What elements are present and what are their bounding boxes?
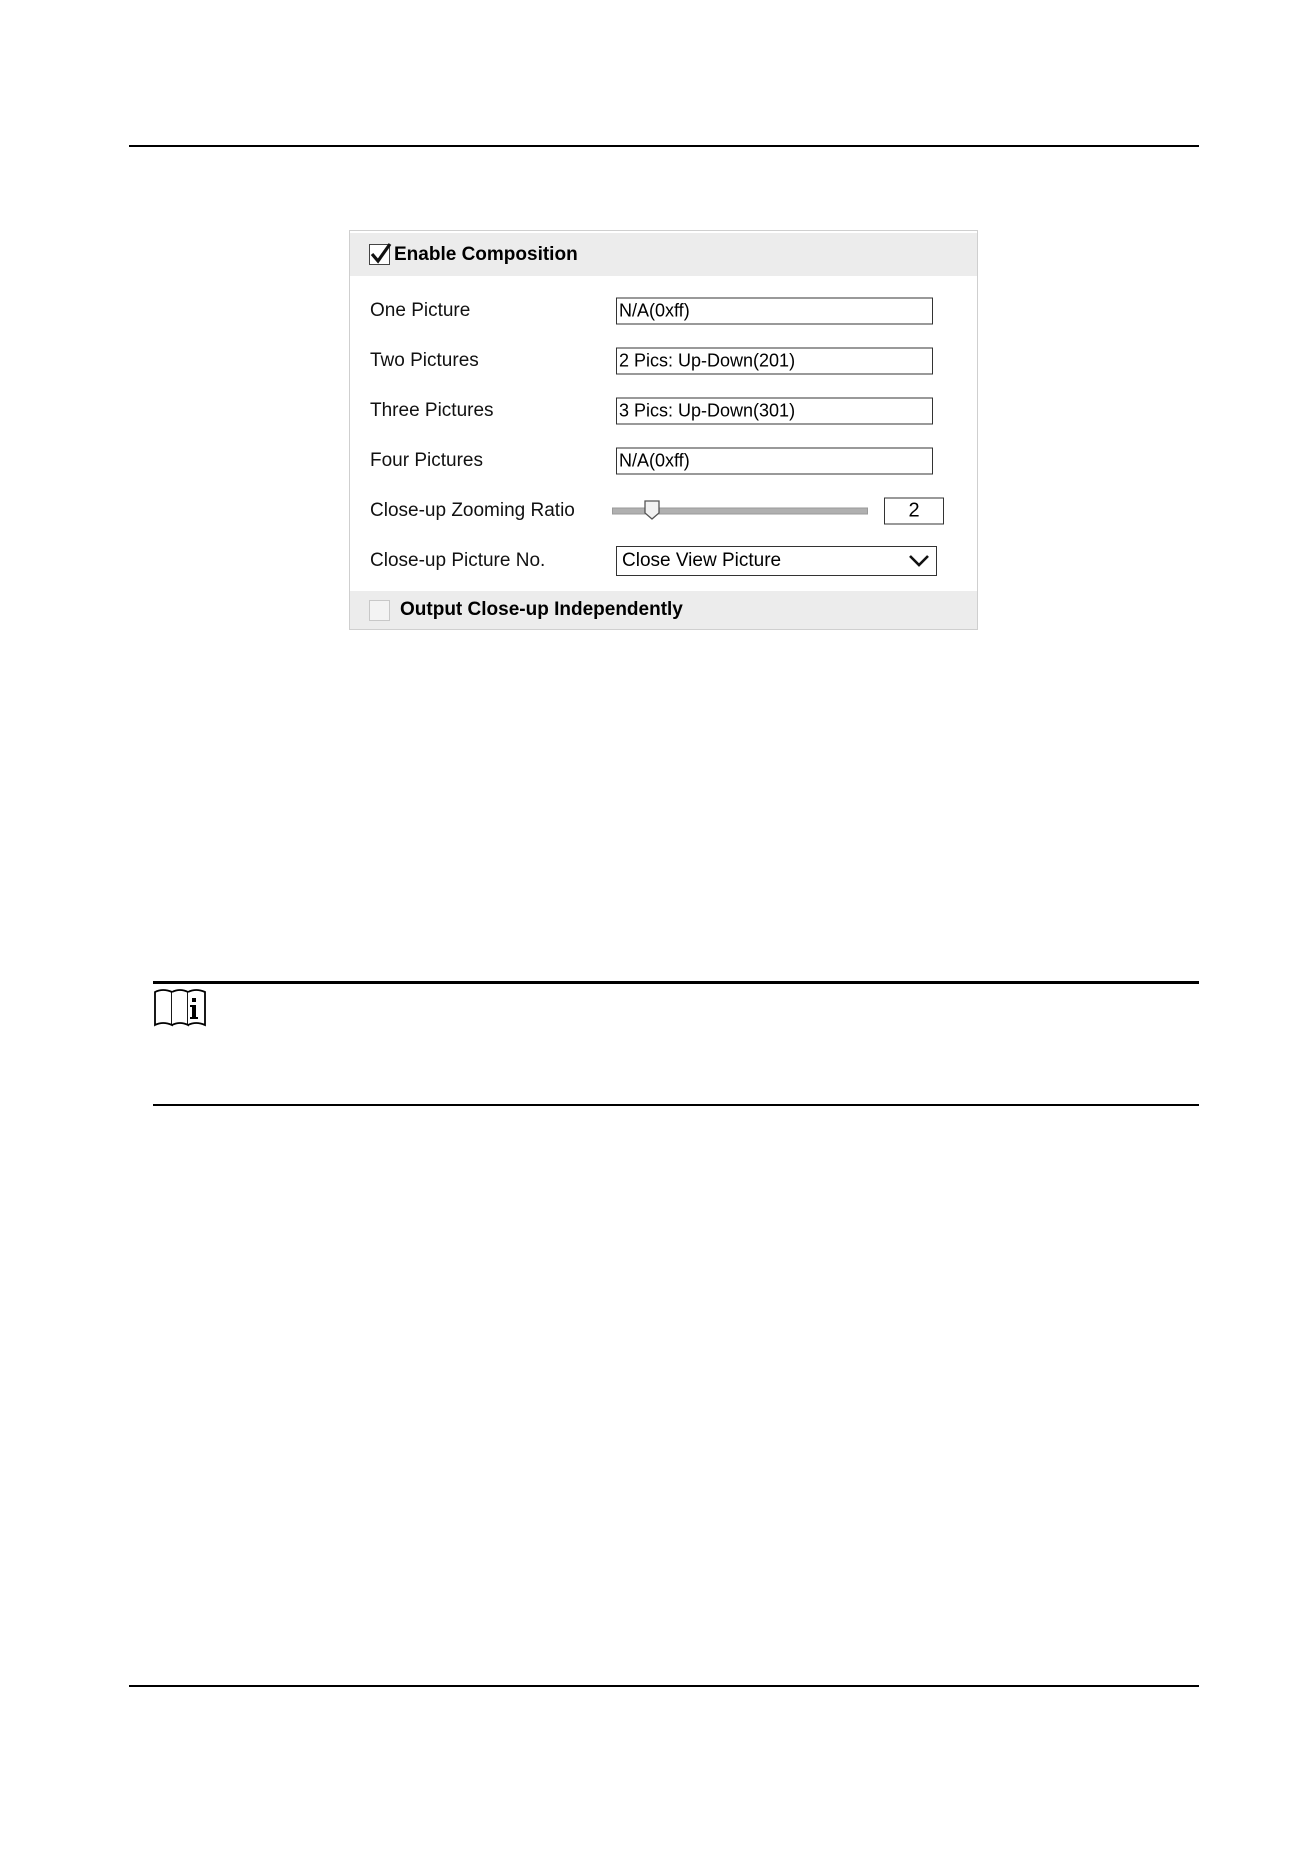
checkmark-icon: [369, 242, 393, 266]
note-top-rule: [153, 981, 1199, 984]
four-pictures-row: [350, 441, 977, 481]
note-info-icon: [153, 987, 207, 1027]
one-picture-label: One Picture: [370, 300, 471, 321]
picture-no-selected-value: Close View Picture: [622, 550, 782, 571]
composition-settings-panel: [349, 230, 978, 630]
three-pictures-label: Three Pictures: [370, 400, 494, 421]
enable-composition-label: Enable Composition: [394, 243, 578, 265]
zoom-ratio-row: [350, 491, 977, 531]
four-pictures-label: Four Pictures: [370, 450, 483, 471]
enable-composition-header: [350, 233, 977, 276]
zoom-ratio-slider-thumb[interactable]: [644, 500, 660, 520]
enable-composition-checkbox[interactable]: [369, 244, 390, 265]
four-pictures-field[interactable]: N/A(0xff): [616, 448, 933, 475]
one-picture-row: [350, 291, 977, 331]
chevron-down-icon: [908, 554, 930, 568]
three-pictures-field[interactable]: 3 Pics: Up-Down(301): [616, 398, 933, 425]
two-pictures-label: Two Pictures: [370, 350, 479, 371]
output-independently-header: [350, 591, 977, 629]
output-independently-label: Output Close-up Independently: [400, 599, 683, 620]
picture-no-label: Close-up Picture No.: [370, 550, 546, 571]
page-footer-rule: [129, 1685, 1199, 1687]
output-independently-checkbox[interactable]: [369, 600, 390, 621]
picture-no-select[interactable]: [616, 546, 937, 576]
one-picture-field[interactable]: N/A(0xff): [616, 298, 933, 325]
zoom-ratio-label: Close-up Zooming Ratio: [370, 500, 575, 521]
note-bottom-rule: [153, 1104, 1199, 1106]
two-pictures-field[interactable]: 2 Pics: Up-Down(201): [616, 348, 933, 375]
zoom-ratio-value[interactable]: 2: [884, 498, 944, 525]
three-pictures-row: [350, 391, 977, 431]
picture-no-row: [350, 541, 977, 581]
two-pictures-row: [350, 341, 977, 381]
page-header-rule: [129, 145, 1199, 147]
